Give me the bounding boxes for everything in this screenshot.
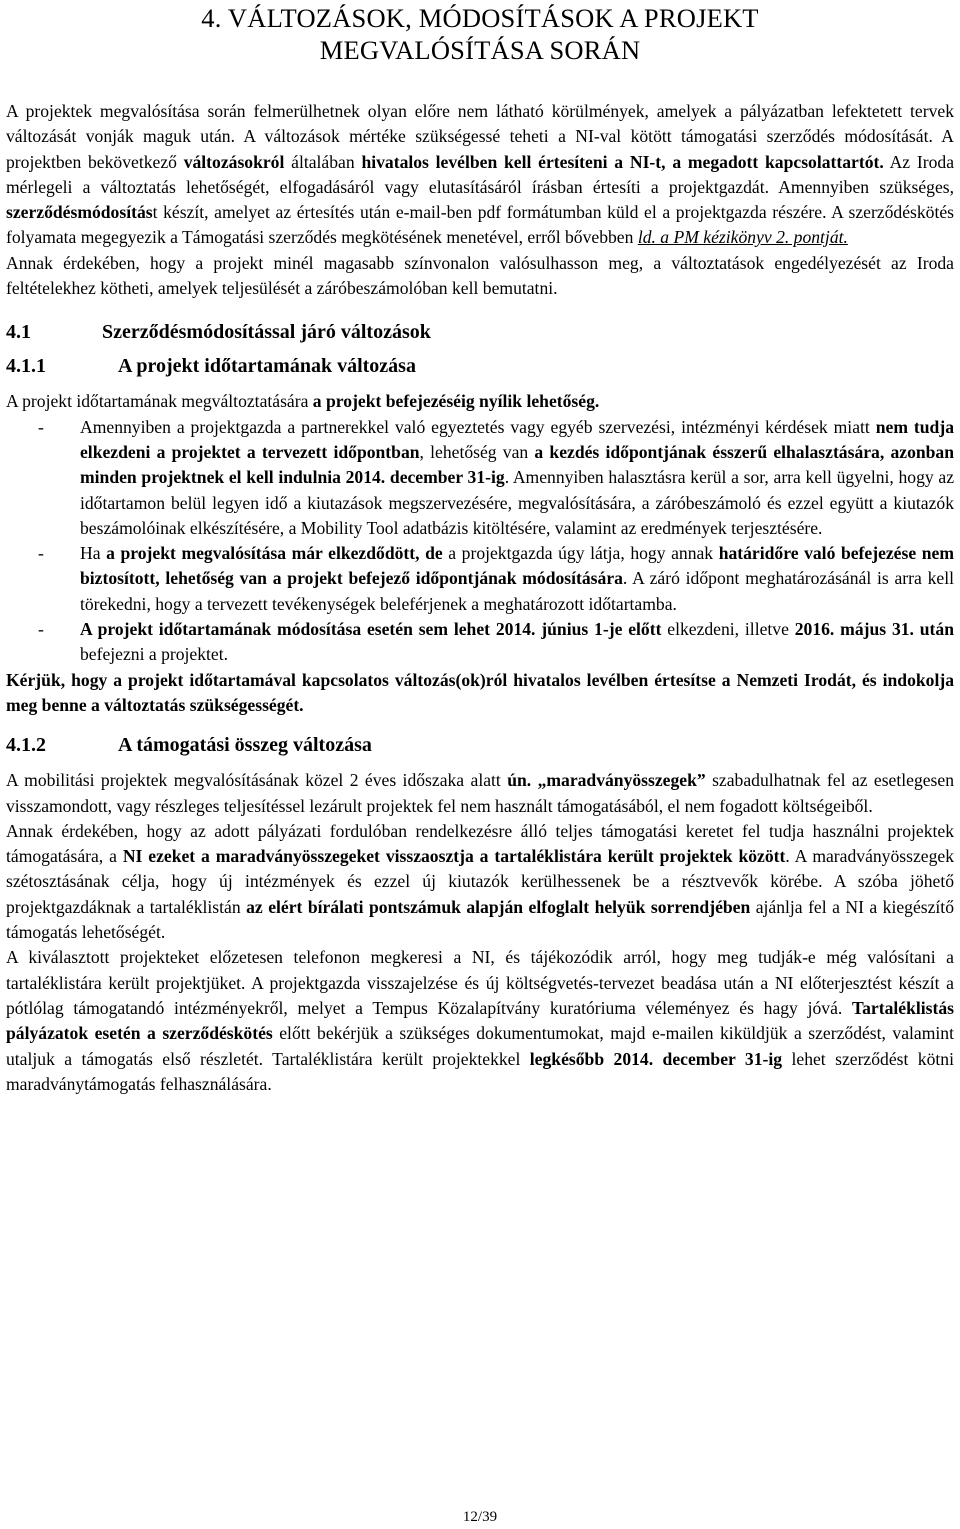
list-item: - Ha a projekt megvalósítása már elkezdődött, de a projektgazda úgy látja, hogy annak határidőre való befejezése nem biztosított, lehetőség van a projekt befejező időpontjának módosítására. A záró időpont meghatározásánál is arra kell törekedni, hogy a tervezett tevékenységek beleférjenek a meghatározott időtartamba. [38,543,954,614]
notification-request-paragraph: Kérjük, hogy a projekt időtartamával kapcsolatos változás(ok)ról hivatalos levélben értesítse a Nemzeti Irodát, és indokolja meg benne a változtatás szükségességét. [6,669,954,715]
subsection-heading-duration [6,353,954,379]
section-title: Szerződésmódosítással járó változások [102,321,431,344]
conditions-paragraph: Annak érdekében, hogy a projekt minél magasabb színvonalon valósulhasson meg, a változtatások engedélyezését az Iroda feltételekhez kötheti, amelyek teljesülését a záróbeszámolóban kell bemutatni. [6,252,954,299]
duration-lead-paragraph: A projekt időtartamának megváltoztatására a projekt befejezéséig nyílik lehetőség. [6,391,600,412]
document-page [6,0,954,1097]
dash-bullet: - [38,416,44,437]
redistribution-paragraph: Annak érdekében, hogy az adott pályázati fordulóban rendelkezésre álló teljes támogatási keretet fel tudja használni projektek támogatására, a NI ezeket a maradványösszegeket visszaosztja a tartaléklistára került projektek között. A maradványösszegek szétosztásának célja, hogy új intézmények és ezzel új kiutazók kerülhessenek be a résztvevők körébe. A szóba jöhető projektgazdáknak a tartaléklistán az elért bírálati pontszámuk alapján elfoglalt helyük sorrendjében ajánlja fel a NI a kiegészítő támogatás lehetőségét. [6,820,954,943]
list-item: - A projekt időtartamának módosítása esetén sem lehet 2014. június 1-je előtt elkezdeni, illetve 2016. május 31. után befejezni a projektet. [38,619,954,665]
chapter-title [6,2,954,66]
list-item: - Amennyiben a projektgazda a partnerekkel való egyeztetés vagy egyéb szervezési, intézményi kérdések miatt nem tudja elkezdeni a projektet a tervezett időpontban, lehetőség van a kezdés időpontjának ésszerű elhalasztására, azonban minden projektnek el kell indulnia 2014. december 31-ig. Amennyiben halasztásra kerül a sor, arra kell ügyelni, hogy az időtartamon belül legyen idő a kiutazások megszervezésére, megvalósítására, a záróbeszámoló és ezzel együtt a kiutazók beszámolóinak elkészítésére, a Mobility Tool adatbázis kitöltésére, valamint az eredmények terjesztésére. [38,416,955,538]
dash-bullet: - [38,619,44,640]
subsection-title: A támogatási összeg változása [118,734,372,757]
intro-paragraph: A projektek megvalósítása során felmerülhetnek olyan előre nem látható körülmények, amelyek a pályázatban lefektetett tervek változását vonják maguk után. A változások mértéke szükségessé teheti a NI-val kötött támogatási szerződés módosítását. A projektben bekövetkező változásokról általában hivatalos levélben kell értesíteni a NI-t, a megadott kapcsolattartót. Az Iroda mérlegeli a változtatás lehetőségét, elfogadásáról vagy elutasításáról írásban értesíti a projektgazdát. Amennyiben szükséges, szerződésmódosítást készít, amelyet az értesítés után e-mail-ben pdf formátumban küld el a projektgazda részére. A szerződéskötés folyamata megegyezik a Támogatási szerződés megkötésének menetével, erről bővebben ld. a PM kézikönyv 2. pontját. [6,101,954,248]
duration-rules-list [6,415,954,668]
section-number: 4.1 [6,321,31,344]
chapter-title-line2: MEGVALÓSÍTÁSA SORÁN [319,35,641,65]
dash-bullet: - [38,543,44,564]
page-number: 12/39 [462,1509,498,1525]
section-heading [6,319,954,345]
subsection-number: 4.1.1 [6,355,46,378]
subsection-heading-amount [6,732,954,758]
pm-handbook-link[interactable]: ld. a PM kézikönyv 2. pontját. [637,227,848,248]
reserve-list-paragraph: A kiválasztott projekteket előzetesen telefonon megkeresi a NI, és tájékozódik arról, hogy meg tudják-e még valósítani a tartaléklistára került projektjüket. A projektgazda visszajelzése és új költségvetés-tervezet beadása után a NI előterjesztést készít a pótlólag támogatandó intézményekről, melyet a Tempus Közalapítvány kuratóriuma véleményez és hagy jóvá. Tartaléklistás pályázatok esetén a szerződéskötés előtt bekérjük a szükséges dokumentumokat, majd e-mailen kiküldjük a szerződést, valamint utaljuk a támogatás első részletét. Tartaléklistára került projektekkel legkésőbb 2014. december 31-ig lehet szerződést kötni maradványtámogatás felhasználására. [6,947,954,1094]
subsection-title: A projekt időtartamának változása [118,355,416,378]
subsection-number: 4.1.2 [6,734,46,757]
residual-amounts-paragraph: A mobilitási projektek megvalósításának közel 2 éves időszaka alatt ún. „maradványösszegek” szabadulhatnak fel az esetlegesen visszamondott, vagy részleges teljesítéssel lezárult projektek fel nem használt támogatásából, el nem fogadott költségeiből. [6,770,955,816]
chapter-title-line1: 4. VÁLTOZÁSOK, MÓDOSÍTÁSOK A PROJEKT [201,3,759,33]
